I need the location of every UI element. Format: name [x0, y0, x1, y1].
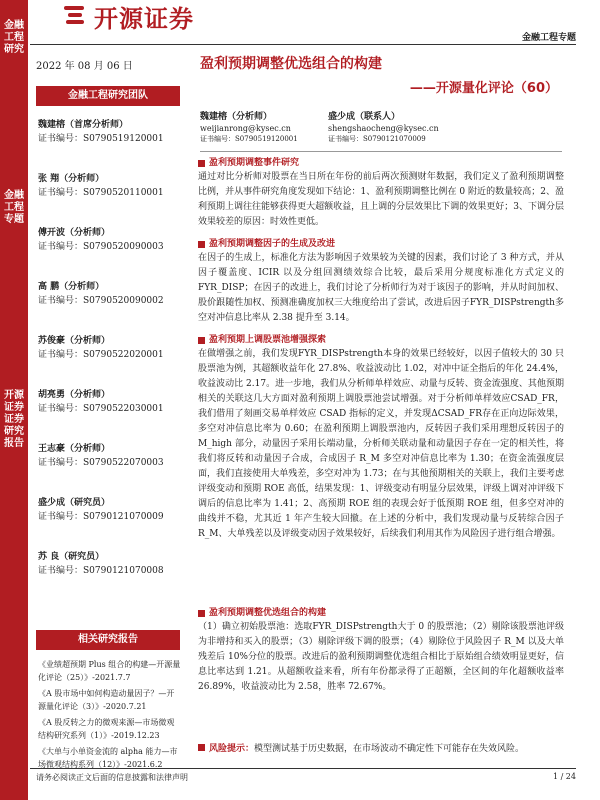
- report-date: 2022 年 08 月 06 日: [36, 61, 133, 72]
- bullet-icon: [198, 241, 205, 248]
- author-name: 盛少成（联系人）: [328, 112, 401, 122]
- analyst-item: [38, 496, 183, 550]
- analyst-item: [38, 118, 183, 172]
- author-name: 魏建榕（分析师）: [200, 112, 273, 122]
- related-list: [38, 658, 182, 771]
- author-email[interactable]: shengshaocheng@kysec.cn: [328, 124, 439, 133]
- author-primary: [200, 112, 298, 145]
- sidebar-top-text: 金融工程研究: [4, 20, 24, 55]
- section-heading-text: 盈利预期调整优选组合的构建: [209, 608, 327, 618]
- analyst-item: [38, 442, 183, 496]
- analyst-cert: 证书编号：S0790520090003: [38, 242, 164, 252]
- author-cert: 证书编号：S0790519120001: [200, 135, 298, 143]
- section-event-study: [198, 156, 564, 230]
- section-body: 在做增强之前，我们发现FYR_DISPstrength本身的效果已经较好，以因子值较大的 30 只股票池为例，其超额收益年化 27.8%、收益波动比 1.02，对冲中证全指后的年化 24.4%，收益波动比 2.17。进一步地，我们从分析师单样效应、动量与反转、资金流强度、其他预期相关的关联这几大方面对盈利预期上调股票池尝试增强。对于分析师单样效应CSAD_FR，我们借用了刻画交易单样效应 CSAD 指标的定义，并发现ΔCSAD_FR存在正向边际效果，多空对冲信息比率为 0.60；在盈利预期上调股票池内，反转因子我们采用理想反转因子的 M_high 部分，动量因子采用长端动量，分析师关联动量和动量因子存在一定的相关性，将我们将反转和动量因子合成，合成因子 R_M 多空对冲信息比率为 1.30；在资金流强度层面，我们直接使用大单残差，多空对冲为 1.73；在与其他预期相关的关联上，我们主要考虑评级变动和预期 ROE 高低，结果发现：1、评级变动有明显分层效果，评级上调对冲评级下调后的信息比率为 1.41；2、高预期 ROE 组的表现会好于低预期 ROE 组，但多空对冲的曲线并不稳，尤其近 1 年产生较大回撤。在上述的分析中，我们发现动量与反转综合因子 R_M、大单残差以及评级变动因子效果较好，后续我们利用其作为风险因子进行组合增强。: [198, 349, 564, 539]
- related-item[interactable]: 《A 股市场中如何构造动量因子？—开源量化评论（3）》-2020.7.21: [38, 689, 175, 711]
- page-number: 1 / 24: [552, 772, 576, 781]
- section-body: 通过对比分析师对股票在当日所在年份的前后两次预测财年数据，我们定义了盈利预期调整比例，并从事件研究角度发现如下结论：1、盈利预期调整比例在 0 附近的数量较高；2、盈利预期上调往往能够获得更大超额收益，且上调的分层效果比下调的效果更好；3、下调分层效果较差的原因：时效性更低。: [198, 172, 564, 227]
- analyst-item: [38, 388, 183, 442]
- risk-note: [198, 742, 564, 757]
- section-heading: [198, 606, 564, 620]
- sidebar-mid-text: 金融工程专题: [4, 190, 24, 225]
- section-heading: [198, 156, 564, 170]
- sidebar-bottom-text: 开源证券 证券研究报告: [4, 390, 24, 449]
- section-pool-enhancement: [198, 333, 564, 542]
- author-secondary: [328, 112, 439, 145]
- analyst-name: 盛少成（研究员）: [38, 498, 111, 508]
- brand-name: 开源证券: [94, 4, 194, 33]
- bullet-icon: [198, 610, 205, 617]
- risk-text: 模型测试基于历史数据，在市场波动不确定性下可能存在失效风险。: [254, 744, 525, 754]
- section-heading: [198, 333, 564, 347]
- analyst-cert: 证书编号：S0790121070008: [38, 566, 164, 576]
- risk-line: [198, 742, 564, 757]
- analyst-item: [38, 226, 183, 280]
- analyst-name: 苏俊豪（分析师）: [38, 336, 111, 346]
- author-divider: [200, 151, 562, 152]
- analyst-cert: 证书编号：S0790522030001: [38, 404, 164, 414]
- analyst-item: [38, 334, 183, 388]
- analyst-item: [38, 550, 183, 604]
- footer-disclaimer: 请务必阅读正文后面的信息披露和法律声明: [36, 773, 188, 782]
- related-item[interactable]: 《A 股反转之力的微观来源—市场微观结构研究系列（1）》-2019.12.23: [38, 718, 175, 740]
- analyst-name: 傅开波（分析师）: [38, 228, 111, 238]
- report-title: 盈利预期调整优选组合的构建: [200, 56, 382, 72]
- analyst-list: [38, 118, 183, 604]
- analyst-item: [38, 172, 183, 226]
- header-category: 金融工程专题: [521, 33, 576, 43]
- section-portfolio-construction: [198, 606, 564, 695]
- analyst-cert: 证书编号：S0790522070003: [38, 458, 164, 468]
- section-heading: [198, 237, 564, 251]
- team-header: 金融工程研究团队: [36, 86, 180, 106]
- related-header: 相关研究报告: [36, 630, 180, 650]
- footer-divider: [30, 768, 576, 769]
- related-item[interactable]: 《大单与小单资金流的 alpha 能力—市场微观结构系列（12）》-2021.6.2: [38, 747, 178, 769]
- analyst-item: [38, 280, 183, 334]
- section-body: （1）确立初始股票池：选取FYR_DISPstrength大于 0 的股票池；（2）剔除该股票池评级为非增持和买入的股票；（3）剔除评级下调的股票；（4）剔除位于风险因子 R_M 以及大单残差后 10%分位的股票。改进后的盈利预期调整优选组合相比于原始组合绩效明显更好，信息比率达到 1.21。从超额收益来看，所有年份都录得了正超额，全区间的年化超额收益率 26.89%，收益波动比为 2.58，胜率 72.67%。: [198, 622, 564, 692]
- section-heading-text: 盈利预期调整事件研究: [209, 158, 300, 168]
- author-cert: 证书编号：S0790121070009: [328, 135, 426, 143]
- report-subtitle: ——开源量化评论（60）: [409, 81, 558, 96]
- analyst-cert: 证书编号：S0790520110001: [38, 188, 164, 198]
- side-bar: [0, 0, 28, 800]
- bullet-icon: [198, 744, 205, 751]
- bullet-icon: [198, 160, 205, 167]
- analyst-cert: 证书编号：S0790522020001: [38, 350, 164, 360]
- analyst-name: 魏建榕（首席分析师）: [38, 120, 129, 130]
- brand-logo: [64, 2, 194, 33]
- analyst-name: 王志豪（分析师）: [38, 444, 111, 454]
- section-heading-text: 盈利预期调整因子的生成及改进: [209, 239, 336, 249]
- analyst-name: 高 鹏（分析师）: [38, 282, 105, 292]
- analyst-name: 张 翔（分析师）: [38, 174, 105, 184]
- author-email[interactable]: weijianrong@kysec.cn: [200, 124, 291, 133]
- analyst-cert: 证书编号：S0790519120001: [38, 134, 164, 144]
- risk-label: 风险提示：: [209, 744, 255, 754]
- section-factor-generation: [198, 237, 564, 326]
- bullet-icon: [198, 337, 205, 344]
- analyst-name: 苏 良（研究员）: [38, 552, 105, 562]
- analyst-name: 胡亮勇（分析师）: [38, 390, 111, 400]
- logo-mark-icon: [64, 4, 88, 28]
- section-body: 在因子的生成上，标准化方法为影响因子效果较为关键的因素，我们讨论了 3 种方式，并从因子覆盖度、ICIR 以及分组回测绩效综合比较，最后采用分规度标准化方式定义的 FYR_DISP；在因子的改进上，我们讨论了分析师行为对于该因子的影响，并从时间加权、股价跟随性加权、预测准确度加权三大维度给出了尝试，改进后因子FYR_DISPstrength多空对冲信息比率从 2.38 提升至 3.14。: [198, 253, 564, 323]
- header-divider: [30, 44, 576, 45]
- related-item[interactable]: 《业绩超预期 Plus 组合的构建—开源量化评论（25）》-2021.7.7: [38, 660, 181, 682]
- section-heading-text: 盈利预期上调股票池增强探索: [209, 335, 327, 345]
- analyst-cert: 证书编号：S0790121070009: [38, 512, 164, 522]
- analyst-cert: 证书编号：S0790520090002: [38, 296, 164, 306]
